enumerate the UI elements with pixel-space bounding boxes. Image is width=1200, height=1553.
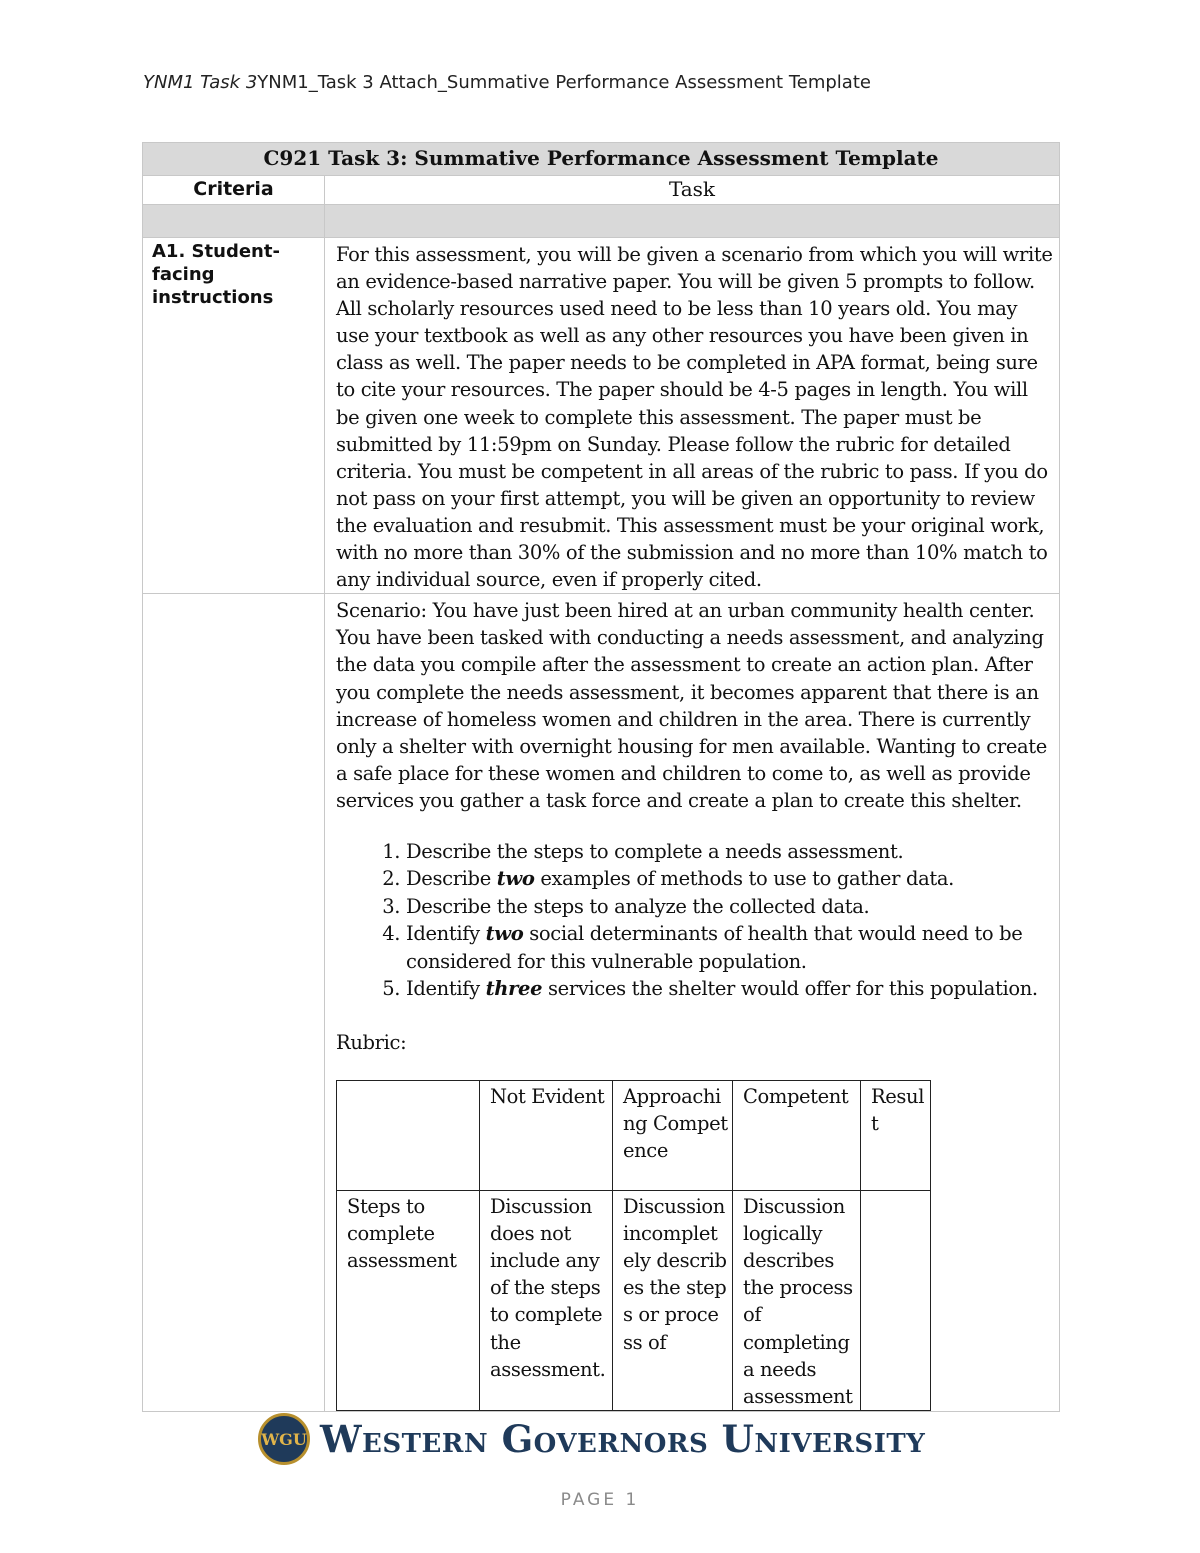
rubric-cell: Steps to complete assessment — [337, 1191, 480, 1411]
scenario-cell — [325, 594, 1060, 1412]
rubric-cell: Discussion logically describes the process of completing a needs assessment — [733, 1191, 861, 1411]
prompt-item: 2. Describe two examples of methods to use to gather data. — [406, 865, 1053, 893]
task-header: Task — [325, 176, 1060, 205]
table-title: C921 Task 3: Summative Performance Assessment Template — [143, 143, 1060, 176]
assessment-table — [142, 142, 1060, 1412]
prompt-item: 4. Identify two social determinants of health that would need to be considered for this vulnerable population. — [406, 920, 1053, 975]
rubric-header-cell: Competent — [733, 1081, 861, 1191]
instructions-text: For this assessment, you will be given a scenario from which you will write an evidence-based narrative paper. You will be given 5 prompts to follow. All scholarly resources used need to be less than 10 years old. You may use your textbook as well as any other resources you have been given in class as well. The paper needs to be completed in APA format, being sure to cite your resources. The paper should be 4-5 pages in length. You will be given one week to complete this assessment. The paper must be submitted by 11:59pm on Sunday. Please follow the rubric for detailed criteria. You must be competent in all areas of the rubric to pass. If you do not pass on your first attempt, you will be given an opportunity to review the evaluation and resubmit. This assessment must be your original work, with no more than 30% of the submission and no more than 10% match to any individual source, even if properly cited. — [336, 243, 1053, 592]
instructions-cell — [325, 238, 1060, 594]
rubric-header-cell: Approaching Competence — [613, 1081, 733, 1191]
criteria-empty — [143, 594, 325, 1412]
wgu-seal-icon: WGU — [258, 1413, 310, 1465]
criteria-header: Criteria — [143, 176, 325, 205]
university-wordmark: Western Governors University — [320, 1417, 926, 1461]
prompt-item: 5. Identify three services the shelter would offer for this population. — [406, 975, 1053, 1003]
rubric-label: Rubric: — [336, 1030, 407, 1054]
rubric-cell: Discussion incompletely describes the steps or process of — [613, 1191, 733, 1411]
header-italic-part: YNM1 Task 3 — [143, 72, 258, 93]
wgu-logo — [258, 1413, 925, 1465]
rubric-cell — [861, 1191, 931, 1411]
rubric-table — [336, 1080, 931, 1411]
criteria-a1: A1. Student-facing instructions — [143, 238, 325, 594]
page-number: PAGE 1 — [560, 1490, 640, 1510]
rubric-cell: Discussion does not include any of the steps to complete the assessment. — [480, 1191, 613, 1411]
prompt-list — [336, 838, 1053, 1003]
scenario-text: Scenario: You have just been hired at an urban community health center. You have been tasked with conducting a needs assessment, and analyzing the data you compile after the assessment to create an action plan. After you complete the needs assessment, it becomes apparent that there is an increase of homeless women and children in the area. There is currently only a shelter with overnight housing for men available. Wanting to create a safe place for these women and children to come to, as well as provide services you gather a task force and create a plan to create this shelter. — [336, 599, 1047, 812]
prompt-item: 1. Describe the steps to complete a needs assessment. — [406, 838, 1053, 866]
spacer-row — [143, 205, 1060, 238]
header-rest: YNM1_Task 3 Attach_Summative Performance Assessment Template — [257, 72, 871, 93]
prompt-item: 3. Describe the steps to analyze the collected data. — [406, 893, 1053, 921]
rubric-header-cell: Result — [861, 1081, 931, 1191]
rubric-header-cell: Not Evident — [480, 1081, 613, 1191]
rubric-header-cell — [337, 1081, 480, 1191]
document-header — [143, 72, 871, 93]
